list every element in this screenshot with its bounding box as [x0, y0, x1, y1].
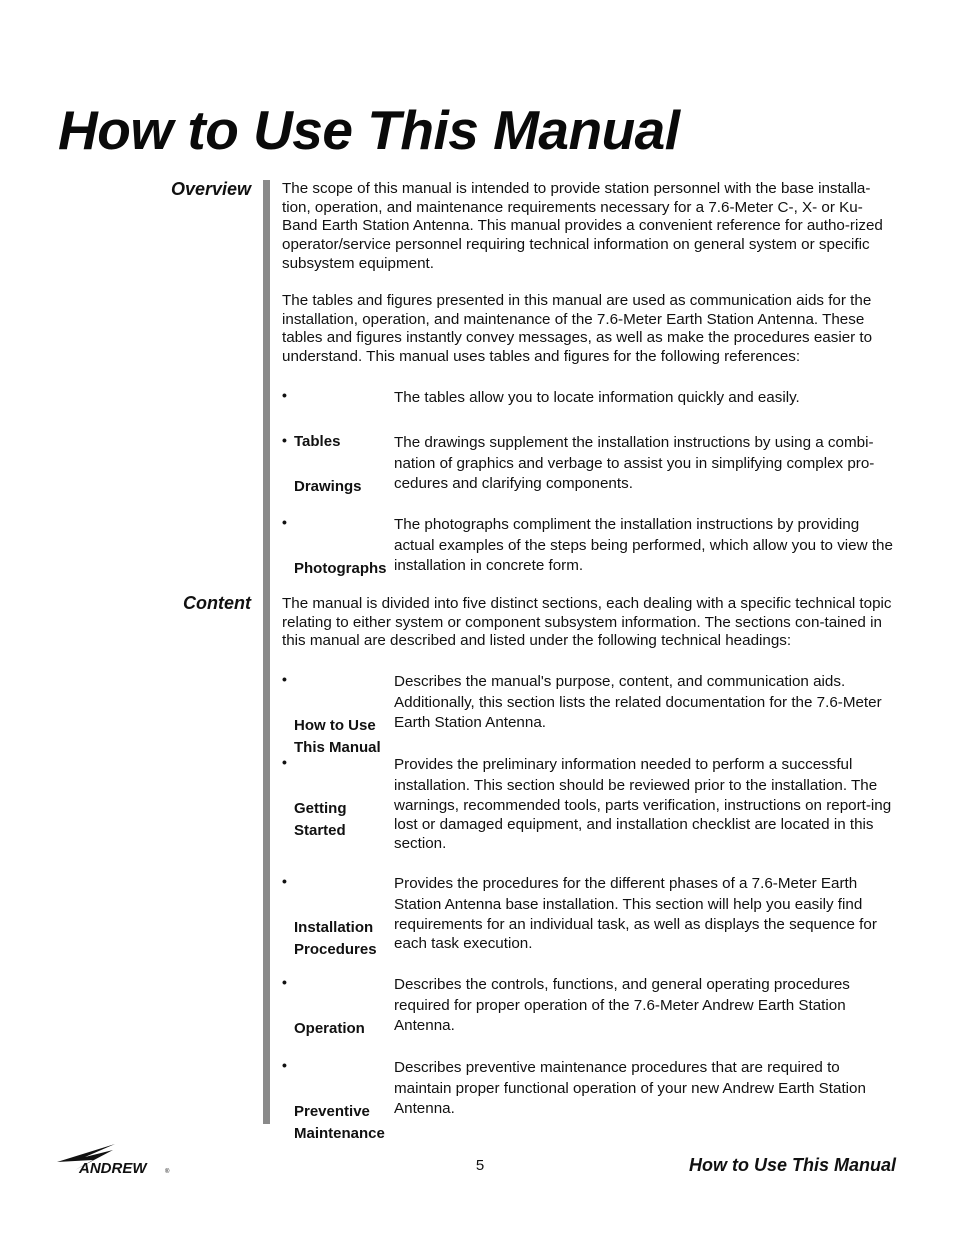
list-item-description: The drawings supplement the installation instructions by using a combi- nation of graphics and verbage to assist you in simplifying complex pro-cedures and clarifying components.: [394, 434, 875, 492]
list-item-term: Getting Started: [294, 800, 347, 839]
andrew-logo: [55, 1140, 170, 1176]
list-item-description: Describes preventive maintenance procedures that are required to maintain proper functional operation of your new Andrew Earth Station Antenna.: [394, 1059, 866, 1117]
overview-heading: Overview: [170, 179, 251, 199]
list-item-term: How to Use This Manual: [294, 717, 381, 756]
page-number: 5: [475, 1157, 485, 1174]
list-item-term: Drawings: [294, 478, 362, 495]
list-item-description: Provides the procedures for the different phases of a 7.6-Meter Earth Station Antenna base installation. This section will help you easily find requirements for an individual task, as well as displays the sequence for each task execution.: [394, 875, 877, 952]
bullet-icon: •: [282, 387, 287, 403]
page-title: How to Use This Manual: [58, 99, 680, 161]
list-item-term: Photographs: [294, 560, 387, 577]
list-item-description: Provides the preliminary information needed to perform a successful installation. This section should be reviewed prior to the installation. The warnings, recommended tools, parts verification, instructions on report-ing lost or damaged equipment, and installation checklist are located in this section.: [394, 756, 892, 853]
list-item-term: Installation Procedures: [294, 919, 377, 958]
bullet-icon: •: [282, 1057, 287, 1073]
content-paragraph-1: The manual is divided into five distinct sections, each dealing with a specific technical topic relating to either system or component subsystem information. The sections con-tained in this manual are described and listed under the following technical headings:: [282, 595, 892, 650]
overview-paragraph-1: The scope of this manual is intended to provide station personnel with the base installa-tion, operation, and maintenance requirements necessary for a 7.6-Meter C-, X- or Ku-Band Earth Station Antenna. This manual provides a convenient reference for autho-rized operator/service personnel requiring technical information on general system or specific subsystem equipment.: [282, 180, 883, 272]
bullet-icon: •: [282, 514, 287, 530]
list-item-term: Preventive Maintenance: [294, 1103, 385, 1142]
margin-rule: [263, 180, 270, 1124]
overview-paragraph-2: The tables and figures presented in this manual are used as communication aids for the installation, operation, and maintenance of the 7.6-Meter Earth Station Antenna. These tables and figures instantly convey messages, as well as make the procedures easier to understand. This manual uses tables and figures for the following references:: [282, 292, 873, 366]
list-item-term: Tables: [294, 433, 341, 450]
logo-text: ANDREW: [79, 1160, 147, 1176]
list-item-description: Describes the controls, functions, and general operating procedures required for proper operation of the 7.6-Meter Andrew Earth Station Antenna.: [394, 976, 850, 1034]
list-item-description: The photographs compliment the installation instructions by providing actual examples of the steps being performed, which allow you to view the installation in concrete form.: [394, 516, 893, 574]
bullet-icon: •: [282, 974, 287, 990]
svg-text:®: ®: [165, 1169, 170, 1175]
list-item-description: Describes the manual's purpose, content, and communication aids. Additionally, this section lists the related documentation for the 7.6-Meter Earth Station Antenna.: [394, 673, 882, 731]
content-heading: Content: [183, 593, 251, 613]
footer-title: How to Use This Manual: [688, 1155, 896, 1175]
list-item-description: The tables allow you to locate information quickly and easily.: [394, 389, 800, 406]
bullet-icon: •: [282, 671, 287, 687]
bullet-icon: •: [282, 432, 287, 448]
list-item-term: Operation: [294, 1020, 365, 1037]
bullet-icon: •: [282, 754, 287, 770]
bullet-icon: •: [282, 873, 287, 889]
